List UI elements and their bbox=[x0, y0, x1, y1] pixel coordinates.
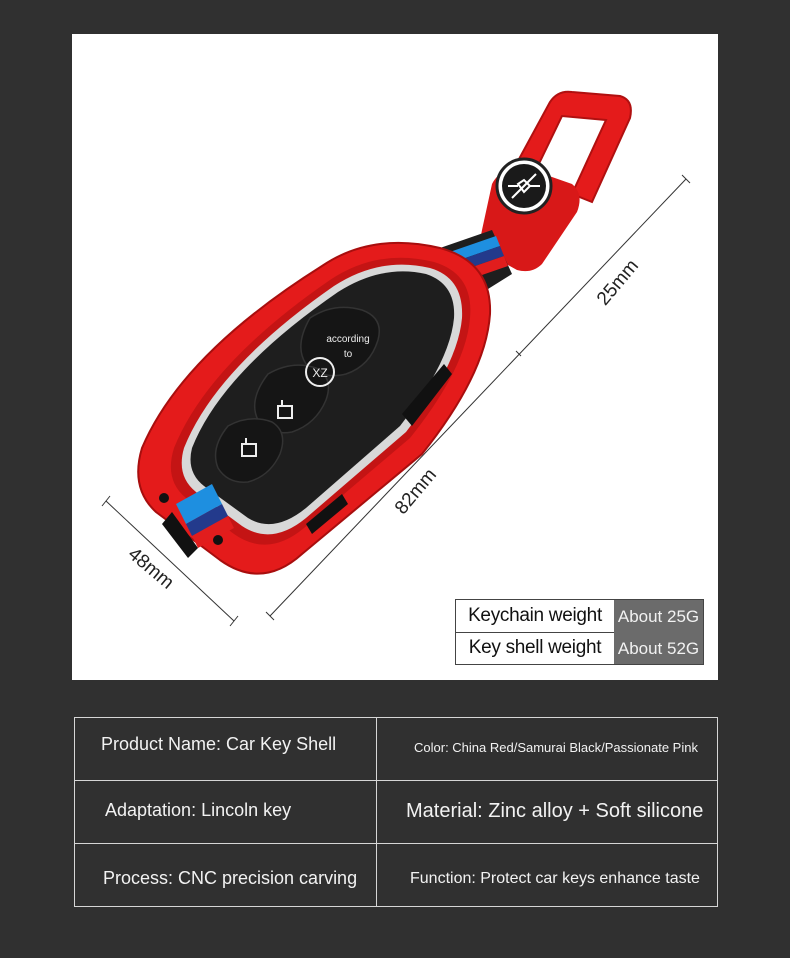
keychain-loop bbox=[481, 92, 631, 271]
spec-function: Function: Protect car keys enhance taste bbox=[410, 870, 700, 887]
spec-adaptation: Adaptation: Lincoln key bbox=[105, 800, 292, 820]
product-photo bbox=[72, 34, 718, 680]
table-divider-horizontal bbox=[75, 780, 717, 781]
spec-color: Color: China Red/Samurai Black/Passionate Pink bbox=[414, 740, 698, 755]
engraving-line-2: to bbox=[343, 349, 353, 360]
keychain-weight-label: Keychain weight bbox=[468, 605, 602, 626]
shell-weight-value: About 52G bbox=[614, 632, 703, 664]
table-divider-horizontal bbox=[75, 843, 717, 844]
width-dimension-label: 48mm bbox=[123, 543, 178, 594]
key-shell-body bbox=[138, 243, 490, 574]
length-dimension-label: 82mm bbox=[391, 464, 442, 519]
weight-row-keychain bbox=[456, 600, 703, 633]
spec-table bbox=[74, 717, 718, 907]
strap-dimension-label: 25mm bbox=[593, 255, 644, 310]
shell-weight-label: Key shell weight bbox=[468, 637, 602, 658]
spec-process: Process: CNC precision carving bbox=[103, 868, 358, 888]
engraving-text bbox=[319, 332, 377, 362]
spec-material: Material: Zinc alloy + Soft silicone bbox=[406, 800, 704, 822]
weight-table bbox=[455, 599, 704, 665]
spec-product-name: Product Name: Car Key Shell bbox=[101, 734, 337, 754]
weight-row-shell bbox=[456, 632, 703, 664]
keychain-weight-value: About 25G bbox=[614, 600, 703, 632]
screw-right bbox=[213, 535, 223, 545]
table-divider-vertical bbox=[376, 718, 377, 906]
svg-text:XZ: XZ bbox=[312, 366, 328, 380]
engraving-line-1: according bbox=[326, 334, 370, 345]
screw-left bbox=[159, 493, 169, 503]
